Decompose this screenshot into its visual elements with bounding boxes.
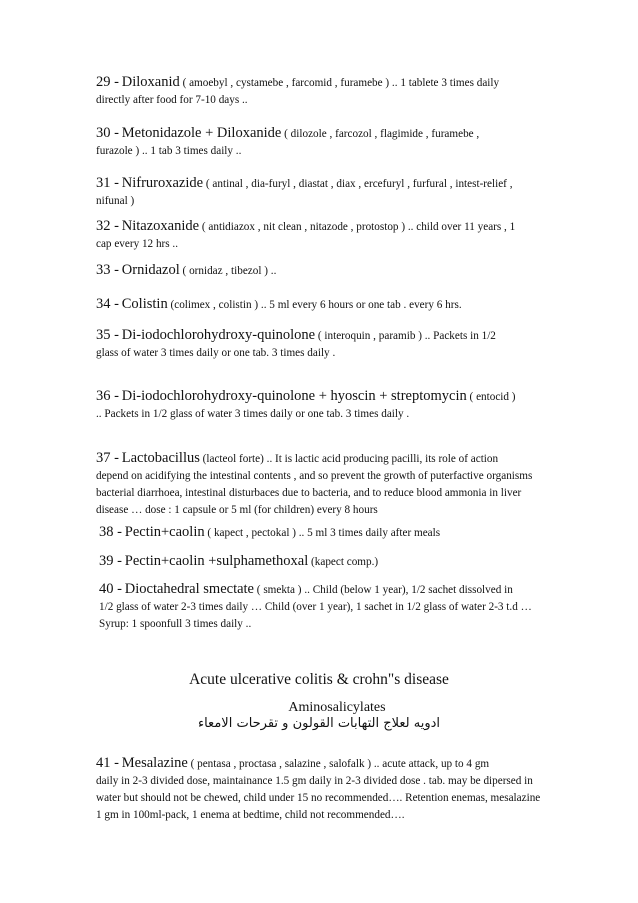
- drug-name: Nifruroxazide: [121, 175, 204, 191]
- section-heading: Acute ulcerative colitis & crohn"s disease: [189, 671, 449, 688]
- entry-number: 32 -: [96, 218, 119, 234]
- sub-heading: Aminosalicylates: [288, 700, 386, 715]
- arabic-heading: ادويه لعلاج التهابات القولون و تقرحات الامعاء: [197, 716, 440, 731]
- entry-number: 34 -: [96, 296, 119, 312]
- entry-continuation: 1/2 glass of water 2-3 times daily … Child (over 1 year), 1 sachet in 1/2 glass of water 2-3 t.d … Syrup: 1 spoonfull 3 times daily ..: [99, 601, 532, 630]
- entry-32: [96, 218, 548, 253]
- entry-number: 30 -: [96, 125, 119, 141]
- entry-continuation: cap every 12 hrs ..: [96, 238, 179, 250]
- entry-39: [99, 553, 551, 571]
- drug-name: Diloxanid: [121, 74, 180, 90]
- entry-number: 40 -: [99, 581, 122, 597]
- entry-number: 41 -: [96, 755, 119, 771]
- entry-detail: (lacteol forte) .. It is lactic acid producing pacilli, its role of action: [199, 453, 499, 465]
- entry-detail: (colimex , colistin ) .. 5 ml every 6 hours or one tab . every 6 hrs.: [167, 299, 462, 311]
- entry-detail: ( antidiazox , nit clean , nitazode , protostop ) .. child over 11 years , 1: [199, 221, 516, 233]
- entry-number: 31 -: [96, 175, 119, 191]
- drug-name: Ornidazol: [121, 262, 180, 278]
- entry-33: [96, 262, 548, 280]
- entry-37: [96, 450, 548, 519]
- entry-number: 35 -: [96, 327, 119, 343]
- entry-number: 38 -: [99, 524, 122, 540]
- drug-name: Metonidazole + Diloxanide: [121, 125, 282, 141]
- entry-continuation: .. Packets in 1/2 glass of water 3 times daily or one tab. 3 times daily .: [96, 408, 410, 420]
- entry-29: [96, 74, 548, 109]
- entry-detail: (kapect comp.): [308, 556, 379, 568]
- entry-detail: ( amoebyl , cystamebe , farcomid , furamebe ) .. 1 tablete 3 times daily: [179, 77, 500, 89]
- entry-detail: ( pentasa , proctasa , salazine , salofalk ) .. acute attack, up to 4 gm: [187, 758, 490, 770]
- entry-detail: ( entocid ): [466, 391, 516, 403]
- entry-detail: ( dilozole , farcozol , flagimide , furamebe ,: [281, 128, 480, 140]
- entry-detail: ( antinal , dia-furyl , diastat , diax , ercefuryl , furfural , intest-relief ,: [203, 178, 513, 190]
- entry-detail: ( ornidaz , tibezol ) ..: [179, 265, 277, 277]
- entry-detail: ( interoquin , paramib ) .. Packets in 1/2: [315, 330, 496, 342]
- drug-name: Lactobacillus: [121, 450, 200, 466]
- drug-name: Mesalazine: [121, 755, 188, 771]
- drug-name: Di-iodochlorohydroxy-quinolone + hyoscin + streptomycin: [121, 388, 467, 404]
- entry-continuation: nifunal ): [96, 195, 135, 207]
- entry-number: 39 -: [99, 553, 122, 569]
- entry-40: [99, 581, 551, 633]
- entry-detail: ( smekta ) .. Child (below 1 year), 1/2 sachet dissolved in: [254, 584, 513, 596]
- entry-detail: ( kapect , pectokal ) .. 5 ml 3 times daily after meals: [204, 527, 441, 539]
- entry-41: [96, 755, 548, 824]
- entry-38: [99, 524, 551, 542]
- entry-continuation: directly after food for 7-10 days ..: [96, 94, 248, 106]
- entry-continuation: depend on acidifying the intestinal contents , and so prevent the growth of puterfactive organisms bacterial diarrhoea, intestinal disturbaces due to bacteria, and to reduce blood ammonia in liver disease … dose : 1 capsule or 5 ml (for children) every 8 hours: [96, 470, 533, 516]
- entry-number: 36 -: [96, 388, 119, 404]
- entry-36: [96, 388, 548, 423]
- entry-number: 33 -: [96, 262, 119, 278]
- entry-31: [96, 175, 548, 210]
- entry-continuation: glass of water 3 times daily or one tab. 3 times daily .: [96, 347, 336, 359]
- drug-name: Pectin+caolin: [124, 524, 205, 540]
- drug-name: Pectin+caolin +sulphamethoxal: [124, 553, 309, 569]
- drug-name: Di-iodochlorohydroxy-quinolone: [121, 327, 316, 343]
- entry-continuation: furazole ) .. 1 tab 3 times daily ..: [96, 145, 242, 157]
- entry-34: [96, 296, 548, 314]
- entry-number: 37 -: [96, 450, 119, 466]
- entry-30: [96, 125, 548, 160]
- drug-name: Nitazoxanide: [121, 218, 200, 234]
- drug-name: Colistin: [121, 296, 168, 312]
- drug-name: Dioctahedral smectate: [124, 581, 254, 597]
- entry-continuation: daily in 2-3 divided dose, maintainance 1.5 gm daily in 2-3 divided dose . tab. may be dipersed in water but should not be chewed, child under 15 no recommended…. Retention enemas, mesalazine 1 gm in 100ml-pack, 1 enema at bedtime, child not recommended….: [96, 775, 541, 821]
- entry-number: 29 -: [96, 74, 119, 90]
- entry-35: [96, 327, 548, 362]
